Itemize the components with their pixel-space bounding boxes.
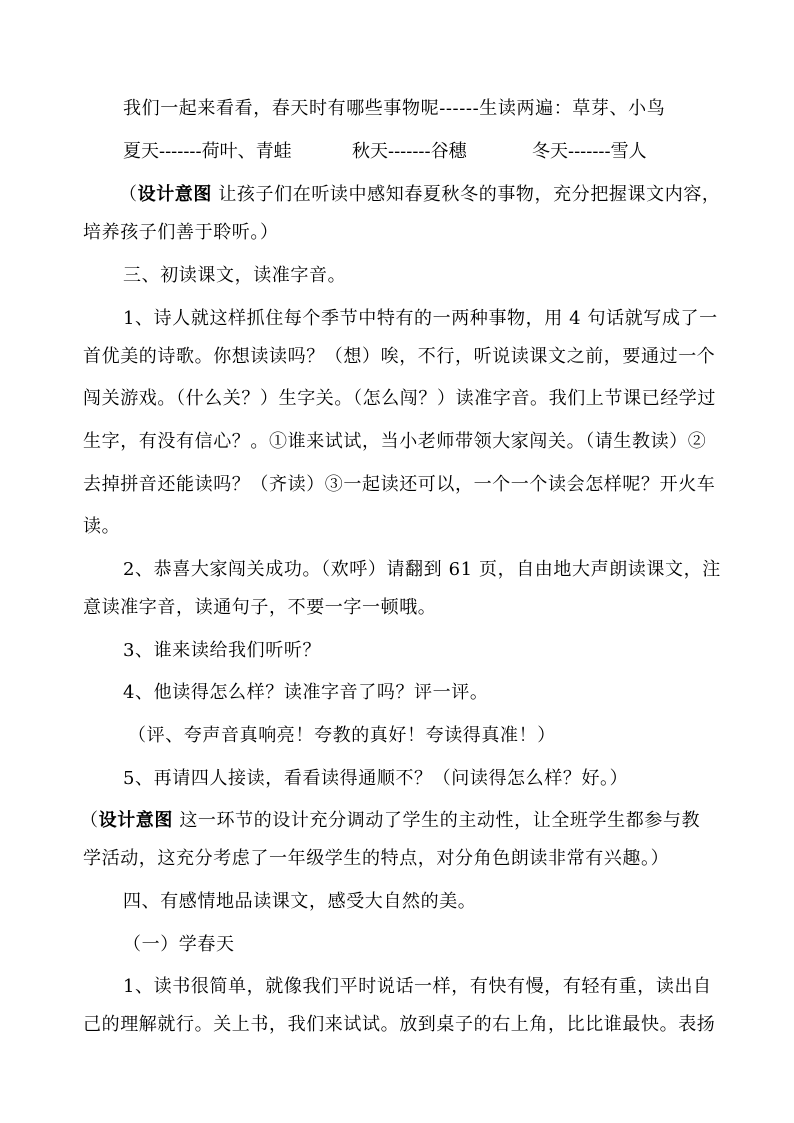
text-line: 3、谁来读给我们听听？ [123,640,322,661]
text-line: 1、诗人就这样抓住每个季节中特有的一两种事物，用 4 句话就写成了一 [123,308,718,329]
section-heading: 三、初读课文，读准字音。 [123,265,347,286]
design-intent-paragraph [80,809,700,833]
design-intent-label: 设计意图 [98,810,174,831]
text-line-summer: 夏天-------荷叶、青蛙 [123,141,292,162]
text-line: 4、他读得怎么样？读准字音了吗？评一评。 [123,682,489,703]
section-heading: 四、有感情地品读课文，感受大自然的美。 [123,891,477,912]
text-line: 我们一起来看看，春天时有哪些事物呢------生读两遍：草芽、小鸟 [123,98,666,119]
text-line: 意读准字音，读通句子，不要一字一顿哦。 [83,597,437,618]
design-intent-text: 这一环节的设计充分调动了学生的主动性，让全班学生都参与教 [173,810,701,831]
text-line: 培养孩子们善于聆听。） [83,222,279,243]
text-line: 2、恭喜大家闯关成功。（欢呼）请翻到 61 页，自由地大声朗读课文，注 [123,559,721,580]
text-line: 首优美的诗歌。你想读读吗？（想）唉，不行，听说读课文之前，要通过一个 [83,346,716,367]
text-line: 5、再请四人接读，看看读得通顺不？（问读得怎么样？好。） [123,768,629,789]
text-line: （评、夸声音真响亮！夸教的真好！夸读得真准！） [128,725,556,746]
text-line: 1、读书很简单，就像我们平时说话一样，有快有慢，有轻有重，读出自 [123,976,712,997]
subsection-heading: （一）学春天 [123,934,235,955]
text-line: 去掉拼音还能读吗？（齐读）③一起读还可以，一个一个读会怎样呢？开火车 [83,474,716,495]
text-line: 闯关游戏。（什么关？）生字关。（怎么闯？）读准字音。我们上节课已经学过 [83,388,716,409]
design-intent-label: 设计意图 [137,184,213,205]
text-line: 学活动，这充分考虑了一年级学生的特点，对分角色朗读非常有兴趣。） [83,848,670,869]
open-paren: （ [80,810,99,831]
text-line: 己的理解就行。关上书，我们来试试。放到桌子的右上角，比比谁最快。表扬 [83,1014,716,1035]
open-paren: （ [119,184,138,205]
design-intent-text: 让孩子们在听读中感知春夏秋冬的事物，充分把握课文内容， [212,184,721,205]
text-line: 生字，有没有信心？。①谁来试试，当小老师带领大家闯关。（请生教读）② [83,431,707,452]
text-line: 读。 [83,516,121,537]
text-line-winter: 冬天-------雪人 [532,141,647,162]
text-line-autumn: 秋天-------谷穗 [352,141,467,162]
design-intent-paragraph [119,183,721,207]
